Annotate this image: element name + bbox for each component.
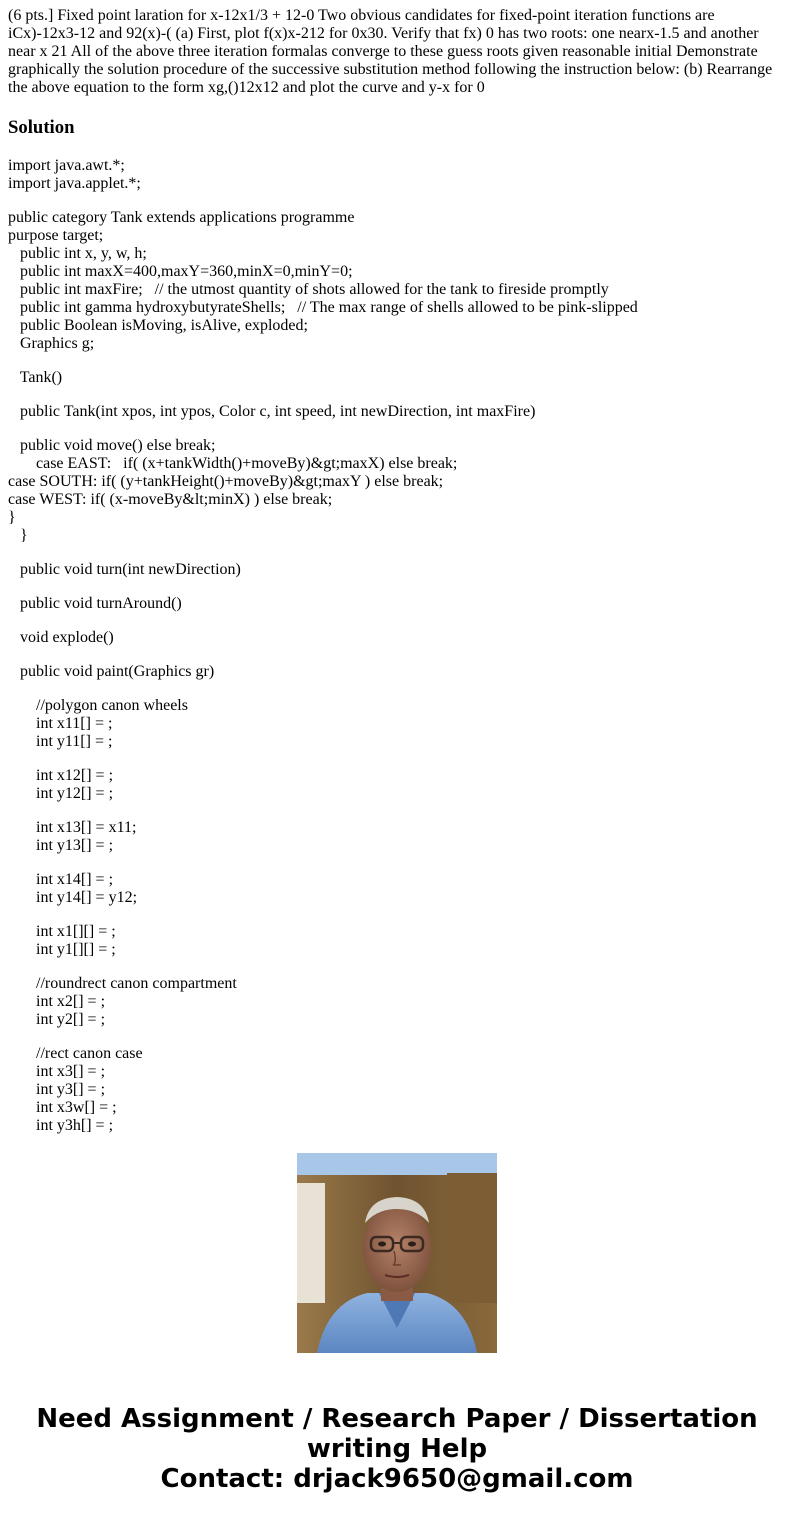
code-line: case EAST: if( (x+tankWidth()+moveBy)&gt;maxX) else break; xyxy=(8,455,458,472)
code-line: import java.applet.*; xyxy=(8,175,141,192)
promo-banner xyxy=(0,1404,794,1494)
code-line: int x14[] = ; xyxy=(8,871,114,888)
code-line: int x11[] = ; xyxy=(8,715,113,732)
promo-line-2: writing Help xyxy=(306,1434,488,1464)
code-line: public category Tank extends applications programme xyxy=(8,209,355,226)
code-line: } xyxy=(8,509,16,526)
code-line: public int maxX=400,maxY=360,minX=0,minY=0; xyxy=(8,263,353,280)
code-line: import java.awt.*; xyxy=(8,157,125,174)
code-line: int y3[] = ; xyxy=(8,1081,106,1098)
code-line: public int maxFire; // the utmost quantity of shots allowed for the tank to fireside promptly xyxy=(8,281,609,298)
code-line: public void turnAround() xyxy=(8,595,182,612)
author-avatar xyxy=(297,1153,497,1353)
code-line xyxy=(8,193,788,209)
person-photo-icon xyxy=(297,1153,497,1353)
code-line xyxy=(8,613,788,629)
code-line xyxy=(8,855,788,871)
code-line xyxy=(8,353,788,369)
code-line: int x3w[] = ; xyxy=(8,1099,117,1116)
code-line xyxy=(8,387,788,403)
code-line: int x12[] = ; xyxy=(8,767,114,784)
code-line: //rect canon case xyxy=(8,1045,143,1062)
code-line xyxy=(8,1029,788,1045)
code-line xyxy=(8,545,788,561)
code-line: int x1[][] = ; xyxy=(8,923,116,940)
code-line: int y12[] = ; xyxy=(8,785,114,802)
code-line: public void move() else break; xyxy=(8,437,216,454)
code-line: public Boolean isMoving, isAlive, exploded; xyxy=(8,317,308,334)
code-line: purpose target; xyxy=(8,227,104,244)
code-line: void explode() xyxy=(8,629,114,646)
code-line xyxy=(8,907,788,923)
solution-code xyxy=(8,157,788,1134)
code-line: int x2[] = ; xyxy=(8,993,106,1010)
code-line: int y2[] = ; xyxy=(8,1011,106,1028)
code-line: case WEST: if( (x-moveBy&lt;minX) ) else break; xyxy=(8,491,333,508)
code-line: int y11[] = ; xyxy=(8,733,113,750)
code-line: //roundrect canon compartment xyxy=(8,975,237,992)
code-line: int x13[] = x11; xyxy=(8,819,137,836)
code-line: } xyxy=(8,527,28,544)
code-line xyxy=(8,421,788,437)
code-line: public int x, y, w, h; xyxy=(8,245,147,262)
promo-line-1: Need Assignment / Research Paper / Dissertation xyxy=(36,1404,758,1434)
code-line: Tank() xyxy=(8,369,63,386)
promo-contact: Contact: drjack9650@gmail.com xyxy=(160,1464,634,1494)
code-line: int y3h[] = ; xyxy=(8,1117,114,1134)
code-line: public int gamma hydroxybutyrateShells; // The max range of shells allowed to be pink-slipped xyxy=(8,299,638,316)
code-line xyxy=(8,751,788,767)
code-line xyxy=(8,647,788,663)
code-line: int y1[][] = ; xyxy=(8,941,116,958)
code-line: Graphics g; xyxy=(8,335,95,352)
code-line: int y14[] = y12; xyxy=(8,889,138,906)
code-line: //polygon canon wheels xyxy=(8,697,188,714)
code-line: public void paint(Graphics gr) xyxy=(8,663,215,680)
code-line: case SOUTH: if( (y+tankHeight()+moveBy)&gt;maxY ) else break; xyxy=(8,473,444,490)
code-line: public void turn(int newDirection) xyxy=(8,561,241,578)
code-line xyxy=(8,959,788,975)
code-line xyxy=(8,681,788,697)
code-line: int y13[] = ; xyxy=(8,837,114,854)
code-line: public Tank(int xpos, int ypos, Color c, int speed, int newDirection, int maxFire) xyxy=(8,403,536,420)
code-line: int x3[] = ; xyxy=(8,1063,106,1080)
code-line xyxy=(8,579,788,595)
solution-heading: Solution xyxy=(8,117,75,138)
question-text: (6 pts.] Fixed point laration for x-12x1/3 + 12-0 Two obvious candidates for fixed-point iteration functions are iCx)-12x3-12 and 92(x)-( (a) First, plot f(x)x-212 for 0x30. Verify that fx) 0 has two roots: one nearx-1.5 and another near x 21 All of the above three iteration formalas converge to these guess roots given reasonable initial Demonstrate graphically the solution procedure of the successive substitution method following the instruction below: (b) Rearrange the above equation to the form xg,()12x12 and plot the curve and y-x for 0 xyxy=(8,7,773,96)
code-line xyxy=(8,803,788,819)
